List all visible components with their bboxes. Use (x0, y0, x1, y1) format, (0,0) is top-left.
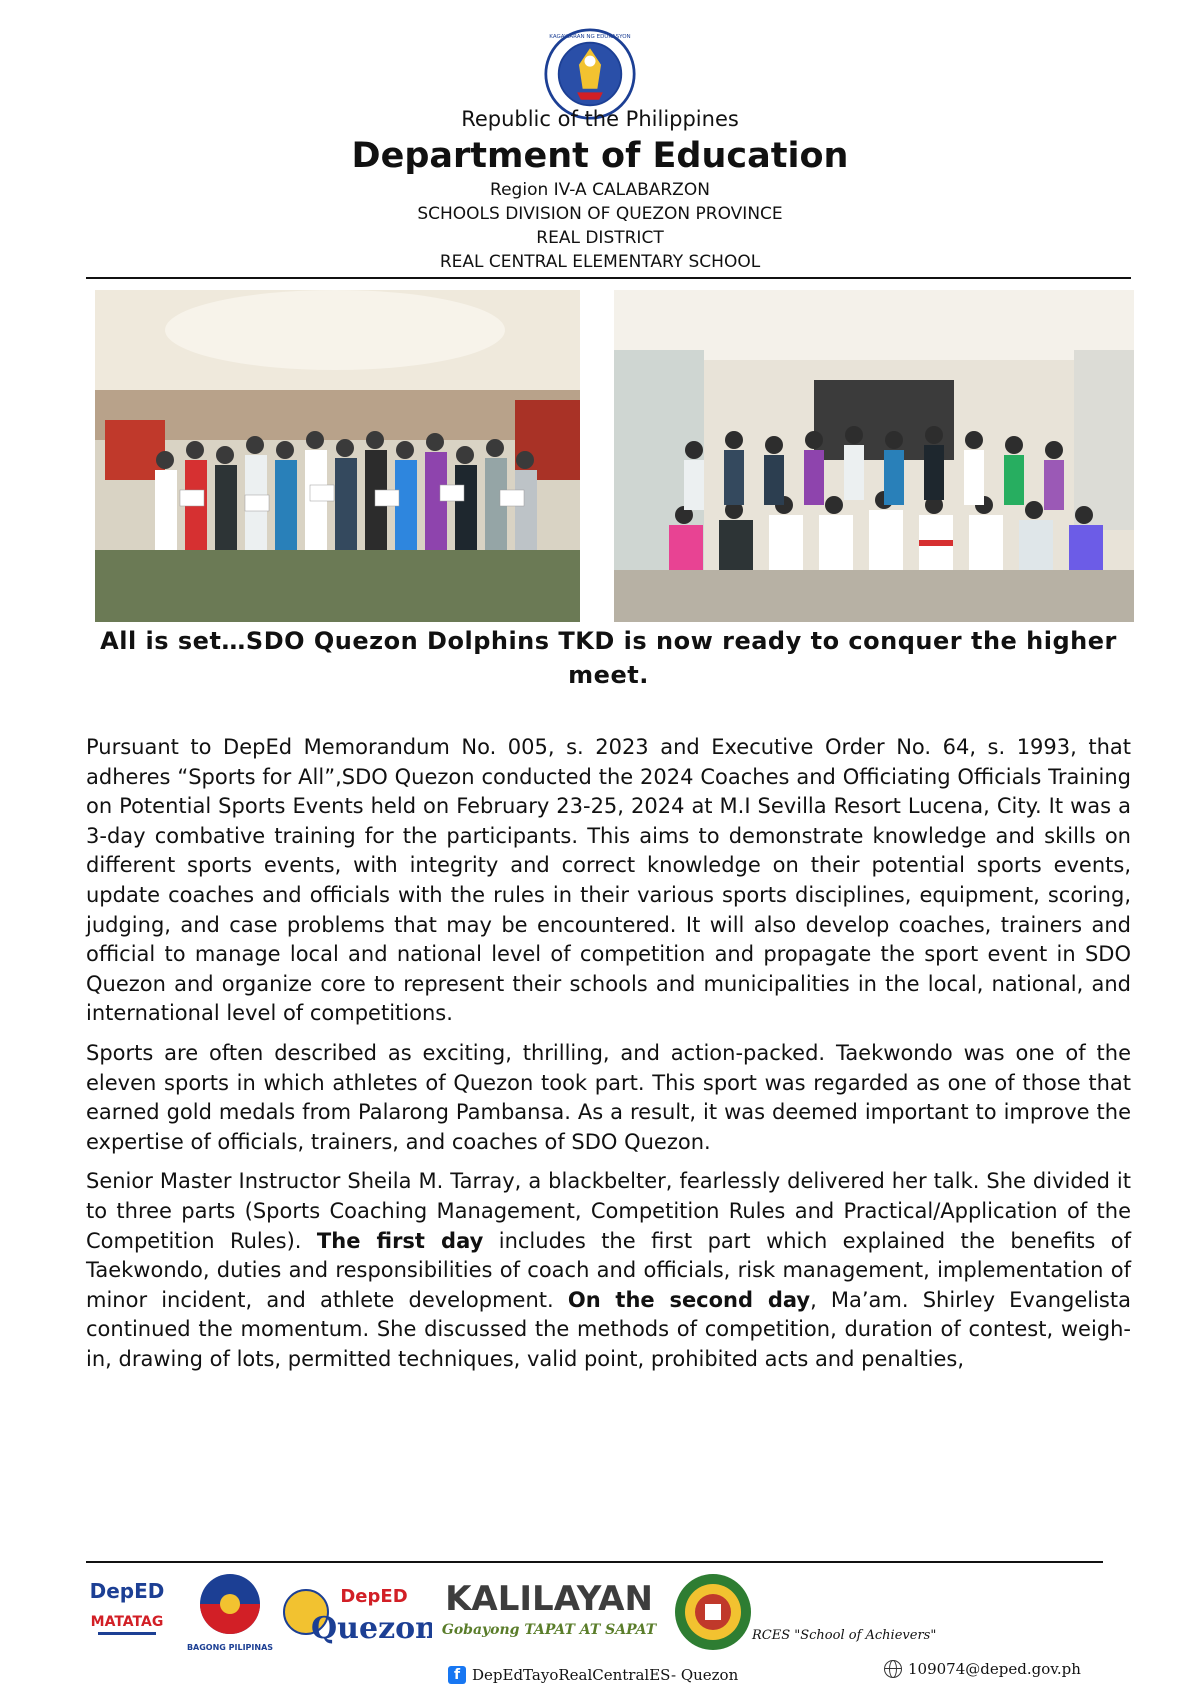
svg-text:Quezon: Quezon (311, 1611, 432, 1646)
republic-line: Republic of the Philippines (461, 107, 739, 131)
article-headline: All is set…SDO Quezon Dolphins TKD is now ready to conquer the higher meet. (100, 627, 1117, 689)
school-line: REAL CENTRAL ELEMENTARY SCHOOL (439, 252, 761, 272)
paragraph-3-part-c: includes the first part which explained the benefits of Taekwondo, duties and responsibilities of coach and officials, risk management, implementation of minor incident, and athlete development. (86, 1228, 1131, 1312)
division-line: SCHOOLS DIVISION OF QUEZON PROVINCE (417, 204, 783, 224)
rces-school-seal (672, 1568, 754, 1656)
first-day-label: The first day (316, 1228, 484, 1253)
group-photo-taekwondo (614, 290, 1134, 622)
paragraph-1: Pursuant to DepEd Memorandum No. 005, s. 2023 and Executive Order No. 64, s. 1993, that adheres “Sports for All”,SDO Quezon conducted the 2024 Coaches and Officiating Officials Training on Potential Sports Events held on February 23-25, 2024 at M.I Sevilla Resort Lucena, City. It was a 3-day combative training for the participants. This aims to demonstrate knowledge and skills on different sports events, with integrity and correct knowledge on their potential sports events, update coaches and officials with the rules in their various sports disciplines, equipment, scoring, judging, and case problems that may be encountered. It will also develop coaches, trainers and official to manage local and national level of competition and propagate the sport event in SDO Quezon and organize core to represent their schools and municipalities in the local, national, and international level of competitions. (86, 735, 1131, 1026)
header-divider (86, 277, 1131, 279)
facebook-page-name[interactable]: DepEdTayoRealCentralES- Quezon (472, 1666, 739, 1684)
svg-text:Gobayong TAPAT AT SAPAT: Gobayong TAPAT AT SAPAT (441, 1622, 657, 1638)
school-motto: RCES "School of Achievers" (752, 1628, 937, 1643)
facebook-icon: f (448, 1666, 466, 1684)
email-address[interactable]: 109074@deped.gov.ph (908, 1660, 1081, 1678)
svg-text:DepED: DepED (340, 1586, 408, 1607)
department-title: Department of Education (351, 136, 849, 176)
footer-divider (86, 1561, 1103, 1563)
svg-text:BAGONG PILIPINAS: BAGONG PILIPINAS (186, 1643, 274, 1652)
paragraph-2: Sports are often described as exciting, thrilling, and action-packed. Taekwondo was one of the eleven sports in which athletes of Quezon took part. This sport was regarded as one of those that earned gold medals from Palarong Pambansa. As a result, it was deemed important to improve the expertise of officials, trainers, and coaches of SDO Quezon. (86, 1040, 1131, 1154)
bagong-pilipinas-logo (186, 1568, 274, 1656)
article-body (86, 733, 1131, 1384)
email-contact[interactable] (884, 1660, 1081, 1678)
region-line: Region IV-A CALABARZON (490, 180, 710, 200)
paragraph-3 (86, 1167, 1131, 1374)
deped-matatag-logo (86, 1568, 168, 1656)
paragraph-3-part-a: Senior Master Instructor Sheila M. Tarray, a blackbelter, fearlessly delivered her talk. She divided it to three parts (Sports Coaching Management, Competition Rules and Practical/Application of the Competition Rules). (86, 1169, 1131, 1253)
district-line: REAL DISTRICT (536, 228, 664, 248)
facebook-contact[interactable] (448, 1666, 738, 1684)
footer-logo-strip (86, 1568, 1136, 1658)
svg-text:KALILAYAN: KALILAYAN (445, 1579, 653, 1619)
svg-text:MATATAG: MATATAG (90, 1614, 164, 1630)
second-day-label: On the second day (567, 1287, 811, 1312)
deped-quezon-logo (282, 1568, 432, 1656)
seal-text: KAGAWARAN NG EDUKASYON (549, 34, 631, 41)
paragraph-3-part-d: , Ma’am. Shirley Evangelista continued the momentum. She discussed the methods of competition, duration of contest, weigh-in, drawing of lots, permitted techniques, valid point, prohibited acts and penalties, (86, 1287, 1131, 1371)
kalilayan-logo (436, 1568, 662, 1656)
svg-text:DepED: DepED (89, 1579, 165, 1603)
letterhead (0, 104, 1200, 274)
group-photo-certificates (95, 290, 580, 622)
globe-icon (884, 1660, 902, 1678)
